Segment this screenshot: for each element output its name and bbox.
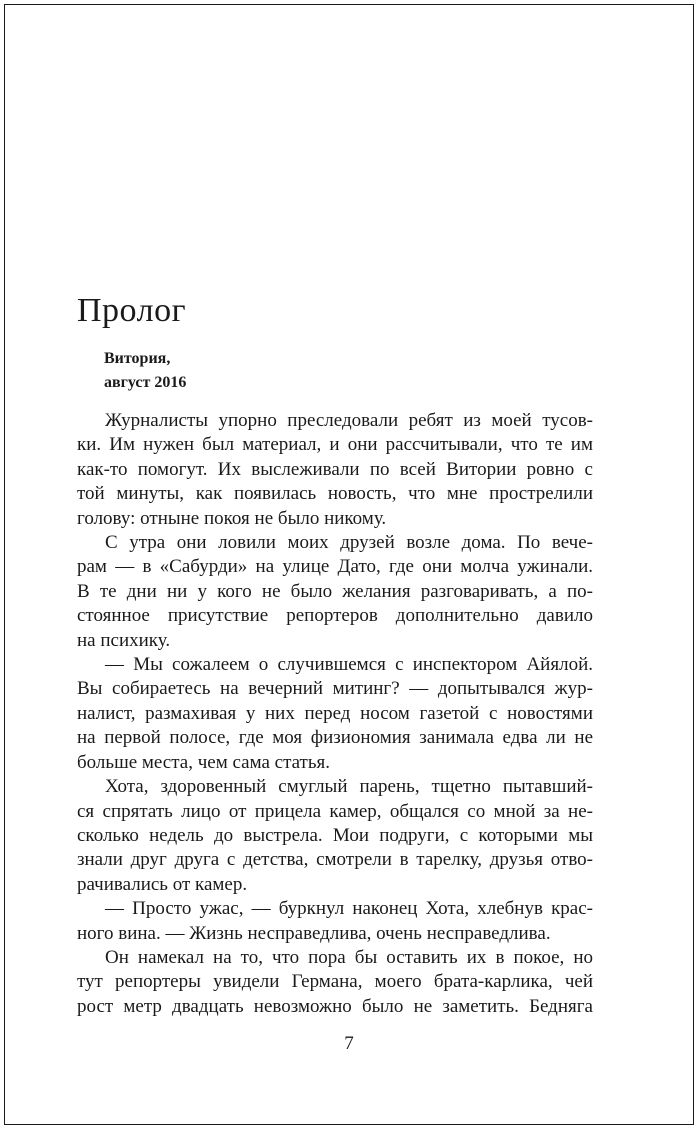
text-line: на психику.: [77, 629, 171, 651]
paragraph: [77, 531, 593, 653]
text-line: сколько недель до выстрела. Мои подруги, с которыми мы: [77, 824, 593, 846]
text-line: рам — в «Сабурди» на улице Дато, где они молча ужинали.: [77, 556, 593, 578]
text-line: на первой полосе, где моя физиономия занимала едва ли не: [77, 727, 593, 749]
text-line: ки. Им нужен был материал, и они рассчитывали, что те им: [77, 434, 593, 456]
text-line: — Мы сожалеем о случившемся с инспектором Айялой.: [105, 654, 593, 676]
text-line: как-то помогут. Их выслеживали по всей Витории ровно с: [77, 458, 593, 480]
text-line: Журналисты упорно преследовали ребят из моей тусов-: [105, 410, 593, 431]
epigraph-place: Витория,: [104, 350, 171, 367]
text-line: той минуты, как появилась новость, что мне прострелили: [77, 483, 593, 505]
text-line: налист, размахивая у них перед носом газетой с новостями: [77, 702, 593, 724]
text-line: Он намекал на то, что пора бы оставить их в покое, но: [105, 946, 593, 968]
page-number: 7: [344, 1033, 354, 1054]
paragraph: [77, 409, 593, 531]
chapter-title: Пролог: [77, 292, 187, 329]
text-line: больше места, чем сама статья.: [77, 751, 331, 773]
book-page: [4, 4, 694, 1125]
paragraph: [77, 653, 593, 775]
paragraph: [77, 897, 593, 946]
epigraph-date: август 2016: [104, 374, 187, 391]
paragraph: [77, 946, 593, 1019]
text-line: — Просто ужас, — буркнул наконец Хота, хлебнув крас-: [105, 898, 593, 920]
text-line: знали друг друга с детства, смотрели в тарелку, друзья отво-: [77, 849, 593, 871]
text-line: рачивались от камер.: [77, 873, 248, 895]
text-line: тут репортеры увидели Германа, моего брата-карлика, чей: [77, 971, 593, 993]
text-line: Хота, здоровенный смуглый парень, тщетно пытавший-: [105, 776, 593, 798]
paragraph: [77, 775, 593, 897]
text-line: стоянное присутствие репортеров дополнительно давило: [77, 605, 593, 627]
text-line: В те дни ни у кого не было желания разговаривать, а по-: [77, 580, 593, 602]
text-line: ного вина. — Жизнь несправедлива, очень несправедлива.: [77, 922, 551, 944]
chapter-epigraph: [104, 347, 186, 395]
text-line: ся спрятать лицо от прицела камер, общался со мной за не-: [77, 800, 593, 822]
text-line: С утра они ловили моих друзей возле дома. По вече-: [105, 532, 593, 554]
text-line: голову: отныне покоя не было никому.: [77, 507, 387, 529]
body-text: [77, 409, 593, 1019]
text-line: Вы собираетесь на вечерний митинг? — допытывался жур-: [77, 678, 593, 700]
text-line: рост метр двадцать невозможно было не заметить. Бедняга: [77, 995, 593, 1017]
